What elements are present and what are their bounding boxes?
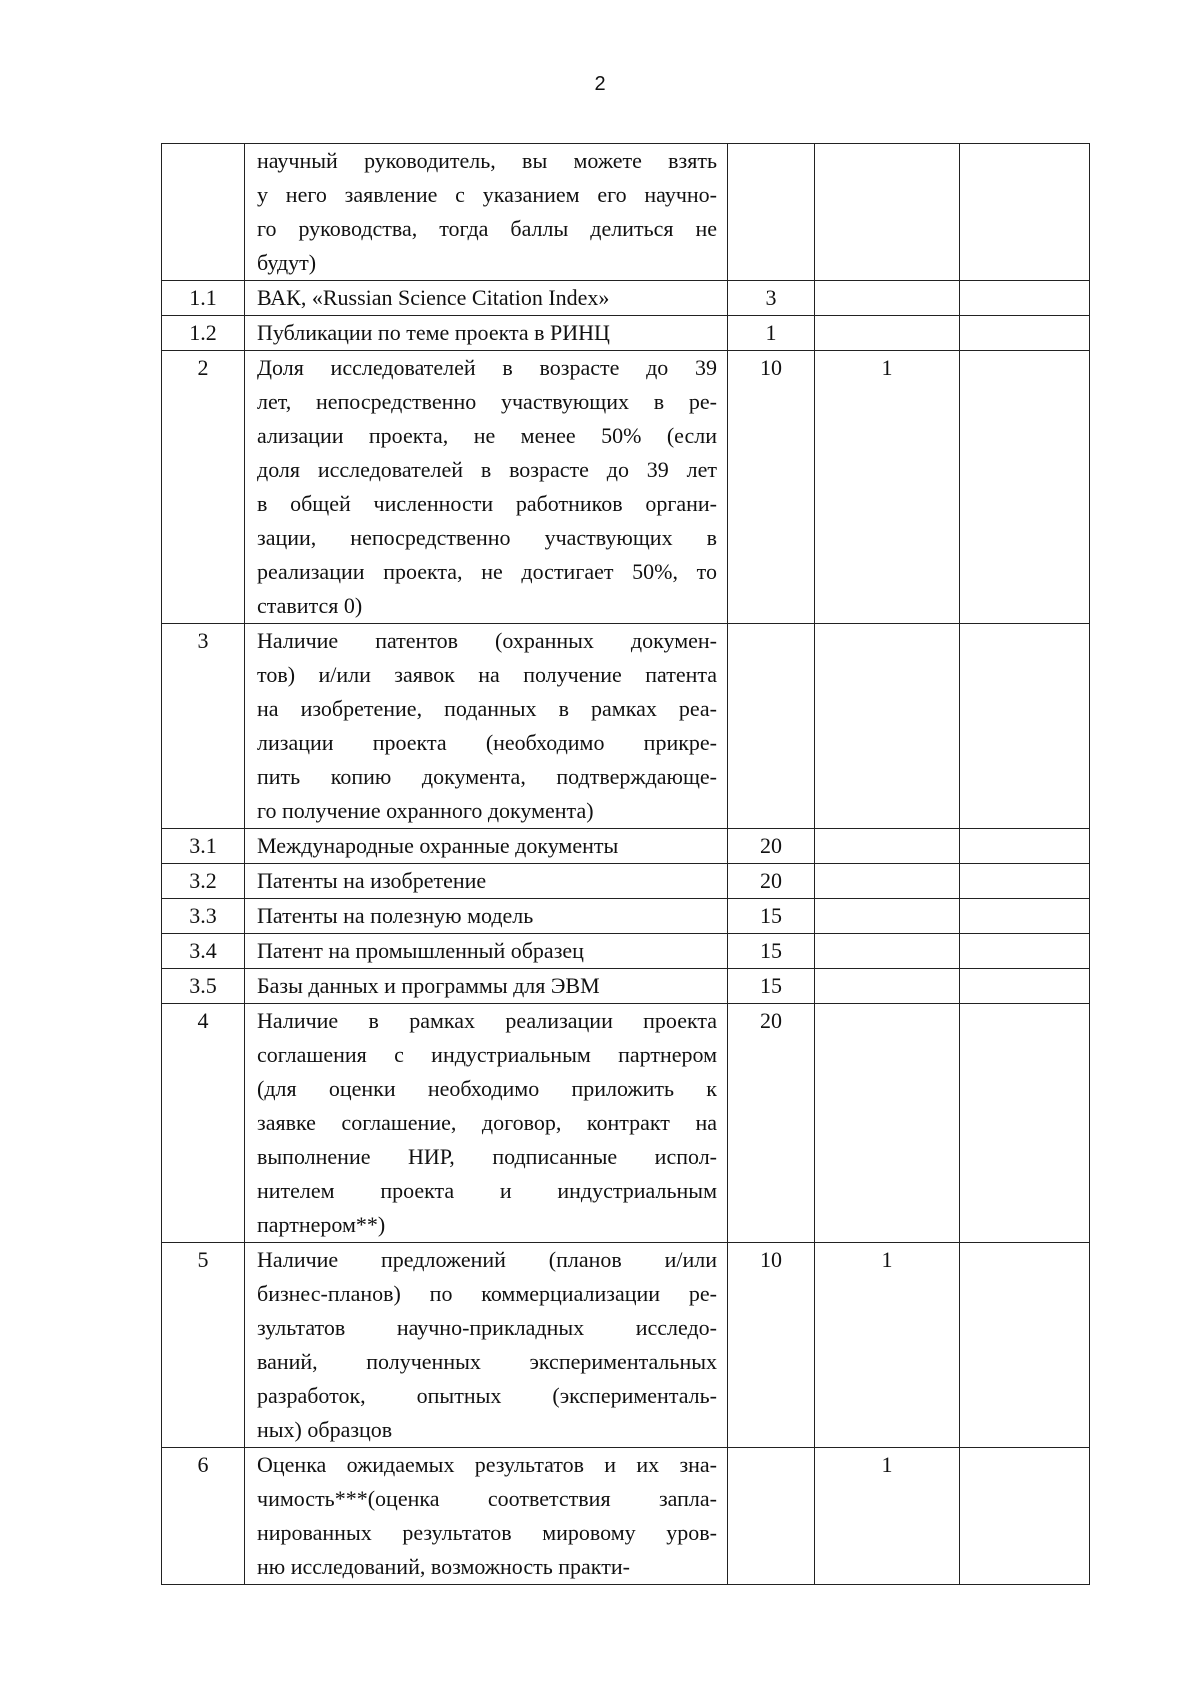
table-row bbox=[162, 934, 1090, 969]
criterion-text-cell bbox=[245, 351, 728, 624]
max-points-cell bbox=[728, 1448, 815, 1585]
row-number-cell: 1.2 bbox=[162, 316, 245, 351]
score-cell bbox=[960, 1243, 1090, 1448]
criterion-text-line: ных) образцов bbox=[257, 1417, 393, 1442]
criterion-text-line: доля исследователей в возрасте до 39 лет bbox=[257, 457, 717, 482]
row-number-cell: 5 bbox=[162, 1243, 245, 1448]
score-cell bbox=[960, 1448, 1090, 1585]
criterion-text-line: на изобретение, поданных в рамках реа- bbox=[257, 696, 717, 721]
row-number-cell: 3.4 bbox=[162, 934, 245, 969]
criterion-text-line: го руководства, тогда баллы делиться не bbox=[257, 216, 717, 241]
weight-cell bbox=[815, 1004, 960, 1243]
criterion-text-line: Доля исследователей в возрасте до 39 bbox=[257, 355, 717, 380]
score-cell bbox=[960, 281, 1090, 316]
criterion-text-line: выполнение НИР, подписанные испол- bbox=[257, 1144, 717, 1169]
criterion-text-cell bbox=[245, 316, 728, 351]
weight-cell: 1 bbox=[815, 351, 960, 624]
score-cell bbox=[960, 144, 1090, 281]
score-cell bbox=[960, 1004, 1090, 1243]
criterion-text-line: нителем проекта и индустриальным bbox=[257, 1178, 717, 1203]
criterion-text-line: (для оценки необходимо приложить к bbox=[257, 1076, 717, 1101]
table-row bbox=[162, 351, 1090, 624]
weight-cell bbox=[815, 864, 960, 899]
score-cell bbox=[960, 351, 1090, 624]
max-points-cell: 20 bbox=[728, 864, 815, 899]
max-points-cell: 15 bbox=[728, 934, 815, 969]
row-number-cell: 3 bbox=[162, 624, 245, 829]
criterion-text-line: Наличие в рамках реализации проекта bbox=[257, 1008, 717, 1033]
criterion-text-line: лет, непосредственно участвующих в ре- bbox=[257, 389, 717, 414]
weight-cell bbox=[815, 316, 960, 351]
criterion-text-line: Патент на промышленный образец bbox=[257, 938, 584, 963]
criterion-text-line: заявке соглашение, договор, контракт на bbox=[257, 1110, 717, 1135]
row-number-cell bbox=[162, 144, 245, 281]
criterion-text-line: го получение охранного документа) bbox=[257, 798, 594, 823]
max-points-cell: 20 bbox=[728, 829, 815, 864]
criterion-text-cell bbox=[245, 1243, 728, 1448]
max-points-cell: 3 bbox=[728, 281, 815, 316]
row-number-cell: 3.2 bbox=[162, 864, 245, 899]
table-row bbox=[162, 281, 1090, 316]
row-number-cell: 3.5 bbox=[162, 969, 245, 1004]
criterion-text-line: ню исследований, возможность практи- bbox=[257, 1554, 630, 1579]
criterion-text-cell bbox=[245, 934, 728, 969]
criterion-text-line: ализации проекта, не менее 50% (если bbox=[257, 423, 717, 448]
criterion-text-line: Патенты на полезную модель bbox=[257, 903, 534, 928]
criterion-text-line: в общей численности работников органи- bbox=[257, 491, 717, 516]
criterion-text-line: Международные охранные документы bbox=[257, 833, 619, 858]
max-points-cell: 1 bbox=[728, 316, 815, 351]
score-cell bbox=[960, 829, 1090, 864]
max-points-cell bbox=[728, 144, 815, 281]
table-row bbox=[162, 624, 1090, 829]
page-number: 2 bbox=[594, 73, 606, 95]
criterion-text-cell bbox=[245, 281, 728, 316]
table-row bbox=[162, 829, 1090, 864]
criterion-text-cell bbox=[245, 1448, 728, 1585]
criterion-text-line: зультатов научно-прикладных исследо- bbox=[257, 1315, 717, 1340]
criterion-text-line: Наличие патентов (охранных докумен- bbox=[257, 628, 717, 653]
row-number-cell: 2 bbox=[162, 351, 245, 624]
criterion-text-line: соглашения с индустриальным партнером bbox=[257, 1042, 717, 1067]
criterion-text-line: пить копию документа, подтверждающе- bbox=[257, 764, 717, 789]
weight-cell bbox=[815, 281, 960, 316]
criterion-text-cell bbox=[245, 829, 728, 864]
criterion-text-line: бизнес-планов) по коммерциализации ре- bbox=[257, 1281, 717, 1306]
table-row bbox=[162, 1243, 1090, 1448]
criterion-text-line: реализации проекта, не достигает 50%, то bbox=[257, 559, 717, 584]
criteria-table-body bbox=[162, 144, 1090, 1585]
score-cell bbox=[960, 316, 1090, 351]
table-row bbox=[162, 864, 1090, 899]
criterion-text-line: партнером**) bbox=[257, 1212, 386, 1237]
criteria-table bbox=[161, 143, 1090, 1585]
criterion-text-cell bbox=[245, 624, 728, 829]
weight-cell bbox=[815, 624, 960, 829]
weight-cell bbox=[815, 829, 960, 864]
row-number-cell: 3.3 bbox=[162, 899, 245, 934]
weight-cell bbox=[815, 969, 960, 1004]
row-number-cell: 6 bbox=[162, 1448, 245, 1585]
criterion-text-line: разработок, опытных (эксперименталь- bbox=[257, 1383, 717, 1408]
max-points-cell: 20 bbox=[728, 1004, 815, 1243]
criterion-text-line: ВАК, «Russian Science Citation Index» bbox=[257, 285, 610, 310]
table-row bbox=[162, 899, 1090, 934]
criterion-text-cell bbox=[245, 899, 728, 934]
max-points-cell: 10 bbox=[728, 351, 815, 624]
table-row bbox=[162, 1448, 1090, 1585]
table-row bbox=[162, 1004, 1090, 1243]
criterion-text-line: зации, непосредственно участвующих в bbox=[257, 525, 717, 550]
weight-cell: 1 bbox=[815, 1243, 960, 1448]
max-points-cell bbox=[728, 624, 815, 829]
max-points-cell: 10 bbox=[728, 1243, 815, 1448]
row-number-cell: 1.1 bbox=[162, 281, 245, 316]
criterion-text-line: у него заявление с указанием его научно- bbox=[257, 182, 717, 207]
score-cell bbox=[960, 899, 1090, 934]
criterion-text-line: Базы данных и программы для ЭВМ bbox=[257, 973, 600, 998]
criterion-text-line: чимость***(оценка соответствия запла- bbox=[257, 1486, 717, 1511]
criterion-text-line: ваний, полученных экспериментальных bbox=[257, 1349, 717, 1374]
criterion-text-line: Публикации по теме проекта в РИНЦ bbox=[257, 320, 610, 345]
criterion-text-line: ставится 0) bbox=[257, 593, 363, 618]
criterion-text-line: будут) bbox=[257, 250, 317, 275]
table-row bbox=[162, 144, 1090, 281]
criterion-text-line: тов) и/или заявок на получение патента bbox=[257, 662, 717, 687]
weight-cell: 1 bbox=[815, 1448, 960, 1585]
criterion-text-line: Наличие предложений (планов и/или bbox=[257, 1247, 717, 1272]
criterion-text-line: лизации проекта (необходимо прикре- bbox=[257, 730, 717, 755]
score-cell bbox=[960, 624, 1090, 829]
row-number-cell: 4 bbox=[162, 1004, 245, 1243]
criterion-text-line: нированных результатов мировому уров- bbox=[257, 1520, 717, 1545]
max-points-cell: 15 bbox=[728, 969, 815, 1004]
criterion-text-cell bbox=[245, 1004, 728, 1243]
score-cell bbox=[960, 934, 1090, 969]
max-points-cell: 15 bbox=[728, 899, 815, 934]
weight-cell bbox=[815, 144, 960, 281]
criterion-text-cell bbox=[245, 144, 728, 281]
table-row bbox=[162, 969, 1090, 1004]
criterion-text-line: Патенты на изобретение bbox=[257, 868, 487, 893]
score-cell bbox=[960, 969, 1090, 1004]
score-cell bbox=[960, 864, 1090, 899]
criterion-text-line: научный руководитель, вы можете взять bbox=[257, 148, 717, 173]
criterion-text-cell bbox=[245, 969, 728, 1004]
criterion-text-line: Оценка ожидаемых результатов и их зна- bbox=[257, 1452, 717, 1477]
weight-cell bbox=[815, 934, 960, 969]
criterion-text-cell bbox=[245, 864, 728, 899]
weight-cell bbox=[815, 899, 960, 934]
table-row bbox=[162, 316, 1090, 351]
row-number-cell: 3.1 bbox=[162, 829, 245, 864]
